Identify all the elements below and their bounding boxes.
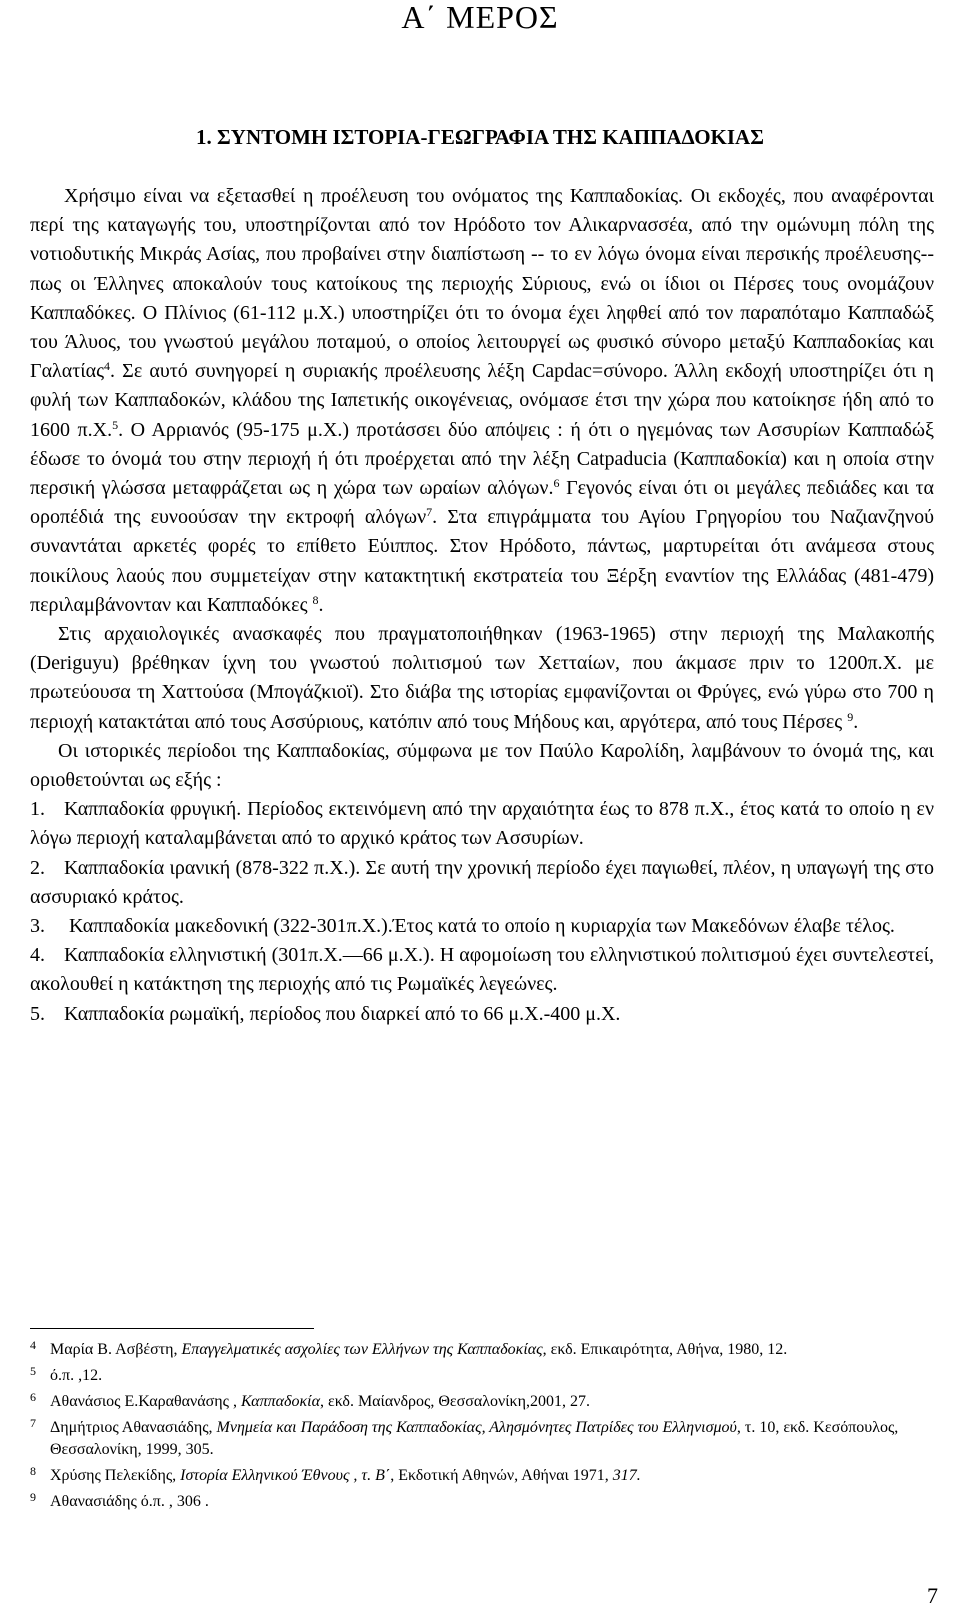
footnote-mark: 5 (30, 1364, 36, 1378)
footnote-page: 317. (612, 1467, 641, 1484)
period-text: Καππαδοκία ελληνιστική (301π.Χ.—66 μ.Χ.). Η αφομοίωση του ελληνιστικού πολιτισμού έχει συντελεστεί, ακολουθεί η κατάκτηση της περιοχής από τις Ρωμαϊκές λεγεώνες. (30, 944, 934, 996)
section-heading: 1. ΣΥΝΤΟΜΗ ΙΣΤΟΡΙΑ-ΓΕΩΓΡΑΦΙΑ ΤΗΣ ΚΑΠΠΑΔΟΚΙΑΣ (196, 125, 764, 149)
footnote (30, 1465, 934, 1487)
paragraph-origin-of-name (30, 182, 934, 620)
footnote-title: Επαγγελματικές ασχολίες των Ελλήνων της Καππαδοκίας (181, 1341, 543, 1358)
footnote-title: Καππαδοκία (240, 1393, 320, 1410)
footnote-divider (30, 1328, 314, 1329)
footnote-text: , τ. 10, εκδ. Κεσόπουλος, Θεσσαλονίκη, 1999, 305. (50, 1419, 899, 1458)
footnotes (30, 1328, 934, 1517)
footnote (30, 1417, 934, 1461)
period-text: Καππαδοκία ιρανική (878-322 π.Χ.). Σε αυτή την χρονική περίοδο έχει παγιωθεί, πλέον, η υπαγωγή της στο ασσυριακό κράτος. (30, 856, 934, 908)
footnote-ref[interactable]: 9 (847, 709, 854, 724)
footnote-mark: 9 (30, 1490, 36, 1504)
footnote-text: Μαρία Β. Ασβέστη, (50, 1341, 182, 1358)
period-item (30, 854, 934, 912)
footnote-text: Δημήτριος Αθανασιάδης, (50, 1419, 217, 1436)
footnote-text: Χρύσης Πελεκίδης, (50, 1467, 181, 1484)
period-number: 3. (30, 915, 45, 938)
body-text (30, 182, 934, 1029)
footnote-title: Ιστορία Ελληνικού Έθνους , τ. Β΄ (180, 1467, 391, 1484)
footnote (30, 1365, 934, 1387)
paragraph-periods-intro: Οι ιστορικές περίοδοι της Καππαδοκίας, σύμφωνα με τον Παύλο Καρολίδη, λαμβάνουν το όνομά της, και οριοθετούνται ως εξής : (30, 739, 934, 792)
page-number: 7 (927, 1583, 938, 1608)
footnote-ref[interactable]: 8 (312, 592, 319, 607)
period-item (30, 795, 934, 853)
period-number: 2. (30, 856, 45, 879)
footnote-ref[interactable]: 6 (553, 476, 560, 491)
text-run: Γεγονός είναι ότι οι μεγάλες πεδιάδες και τα οροπέδιά της ευνοούσαν την εκτροφή αλόγων (30, 477, 934, 529)
text-run: Χρήσιμο είναι να εξετασθεί η προέλευση του ονόματος της Καππαδοκίας. Οι εκδοχές, που αναφέρονται περί της καταγωγής του, υποστηρίζονται από τον Ηρόδοτο τον Αλικαρνασσέα, από την ομώνυμη πόλη της νοτιοδυτικής Μικράς Ασίας, που προβαίνει στην διαπίστωση -- το εν λόγω όνομα είναι περσικής προέλευσης-- πως οι Έλληνες αποκαλούν τους κατοίκους της περιοχής Σύριους, ενώ οι ίδιοι οι Πέρσες τους ονομάζουν Καππαδόκες. Ο Πλίνιος (61-112 μ.Χ.) υποστηρίζει ότι το όνομα έχει ληφθεί από τον παραπόταμο Καππαδώξ του Άλυος, του γνωστού μεγάλου ποταμού, ο οποίος λειτουργεί ως φυσικό σύνορο μεταξύ Καππαδοκίας και Γαλατίας (30, 185, 934, 383)
footnote-text: , εκδ. Επικαιρότητα, Αθήνα, 1980, 12. (542, 1341, 788, 1358)
text-run: . (853, 710, 859, 733)
footnote-text: ό.π. ,12. (50, 1367, 103, 1384)
text-run: . Σε αυτό συνηγορεί η συριακής προέλευσης λέξη Capdac=σύνορο. Άλλη εκδοχή υποστηρίζει ότι η φυλή των Καππαδοκών, κλάδου της Ιαπετικής οικογένειας, ονόμασε έτσι την χώρα που κατοίκησε ήδη από το 1600 π.Χ. (30, 360, 934, 441)
footnote-mark: 6 (30, 1390, 36, 1404)
period-item (30, 941, 934, 999)
footnote-mark: 4 (30, 1338, 36, 1352)
footnote-title: Μνημεία και Παράδοση της Καππαδοκίας, Αλησμόνητες Πατρίδες του Ελληνισμού (216, 1419, 737, 1436)
part-title: Α΄ ΜΕΡΟΣ (401, 0, 559, 35)
footnote-text: , εκδ. Μαίανδρος, Θεσσαλονίκη,2001, 27. (319, 1393, 590, 1410)
period-item (30, 912, 934, 941)
text-run: . Ο Αρριανός (95-175 μ.Χ.) προτάσσει δύο απόψεις : ή ότι ο ηγεμόνας των Ασσυρίων Καππαδώξ έδωσε το όνομά του στην περιοχή ή ότι προέρχεται από την λέξη Catpaducia (Καππαδοκία) και η οποία στην περσική γλώσσα μεταφράζεται ως η χώρα των ωραίων αλόγων. (30, 418, 934, 500)
footnote (30, 1339, 934, 1361)
period-text: Καππαδοκία μακεδονική (322-301π.Χ.).Έτος κατά το οποίο η κυριαρχία των Μακεδόνων έλαβε τέλος. (64, 915, 895, 938)
footnote-ref[interactable]: 5 (112, 417, 119, 432)
footnote (30, 1491, 934, 1513)
footnote-text: Αθανάσιος Ε.Καραθανάσης , (50, 1393, 241, 1410)
period-number: 4. (30, 944, 45, 967)
footnote (30, 1391, 934, 1413)
period-text: Καππαδοκία ρωμαϊκή, περίοδος που διαρκεί από το 66 μ.Χ.-400 μ.Χ. (64, 1002, 621, 1025)
footnote-mark: 8 (30, 1464, 36, 1478)
period-item (30, 1000, 934, 1029)
period-number: 5. (30, 1002, 45, 1025)
period-number: 1. (30, 798, 45, 821)
footnote-ref[interactable]: 7 (426, 505, 433, 520)
text-run: . (318, 593, 324, 616)
text-run: . Στα επιγράμματα του Αγίου Γρηγορίου του Ναζιανζηνού συναντάται αρκετές φορές το επίθετο Εύιππος. Στον Ηρόδοτο, πάντως, μαρτυρείται ότι ανάμεσα στους ποικίλους λαούς που συμμετείχαν στην κατακτητική εκστρατεία του Ξέρξη εναντίον της Ελλάδας (481-479) περιλαμβάνονταν και Καππαδόκες (30, 506, 934, 616)
footnote-mark: 7 (30, 1416, 36, 1430)
footnote-text: , Εκδοτική Αθηνών, Αθήναι 1971, (390, 1467, 613, 1484)
text-run: Στις αρχαιολογικές ανασκαφές που πραγματοποιήθηκαν (1963-1965) στην περιοχή της Μαλακοπής (Deriguyu) βρέθηκαν ίχνη του γνωστού πολιτισμού των Χετταίων, που άκμασε πριν το 1200π.Χ. με πρωτεύουσα τη Χαττούσα (Μπογάζκιοϊ). Στο διάβα της ιστορίας εμφανίζονται οι Φρύγες, ενώ γύρω στο 700 η περιοχή κατακτάται από τους Ασσύριους, κατόπιν από τους Μήδους και, αργότερα, από τους Πέρσες (30, 623, 934, 733)
period-text: Καππαδοκία φρυγική. Περίοδος εκτεινόμενη από την αρχαιότητα έως το 878 π.Χ., έτος κατά το οποίο η εν λόγω περιοχή καταλαμβάνεται από το αρχικό κράτος των Ασσυρίων. (30, 798, 934, 850)
paragraph-archaeology (30, 620, 934, 737)
footnote-text: Αθανασιάδης ό.π. , 306 . (50, 1493, 209, 1510)
footnote-ref[interactable]: 4 (104, 359, 111, 374)
